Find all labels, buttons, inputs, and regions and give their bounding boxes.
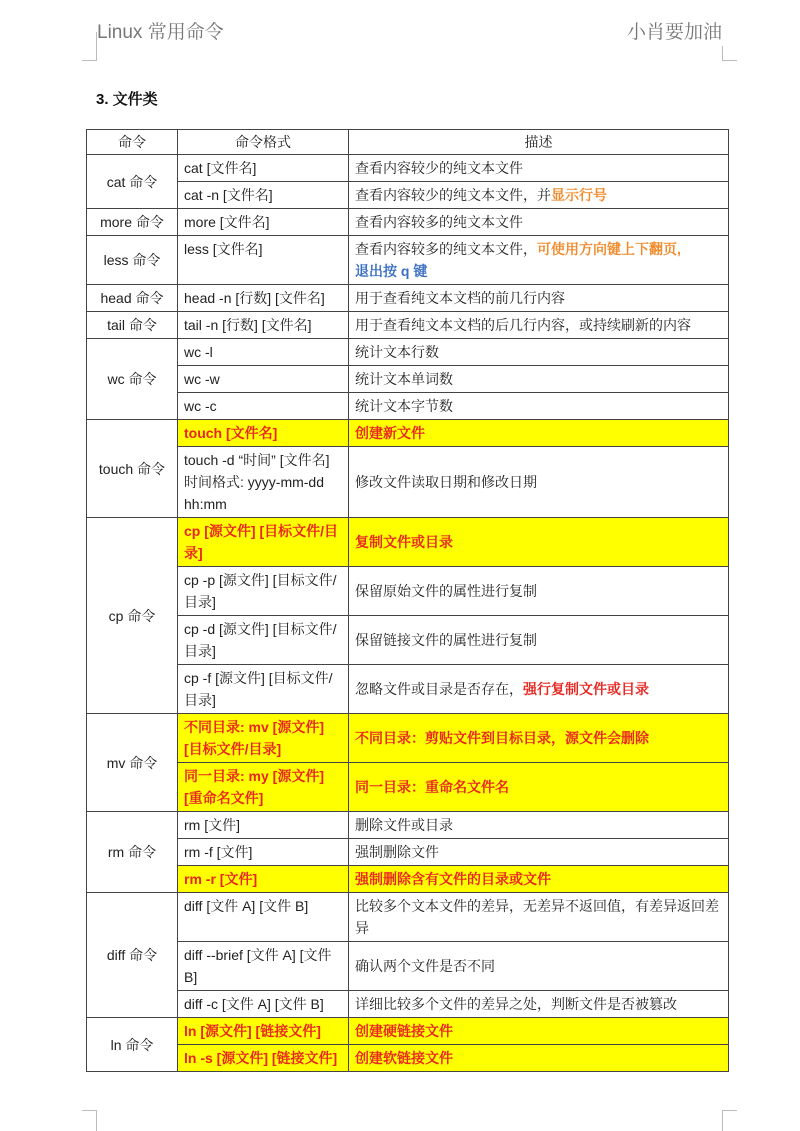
description-cell: 统计文本单词数 bbox=[349, 366, 729, 393]
table-row bbox=[87, 942, 729, 991]
command-cell: wc 命令 bbox=[87, 339, 178, 420]
format-cell: rm [文件] bbox=[178, 812, 349, 839]
command-cell: rm 命令 bbox=[87, 812, 178, 893]
command-cell: cp 命令 bbox=[87, 518, 178, 714]
section-title: 3. 文件类 bbox=[96, 91, 158, 108]
desc-highlight-orange: 可使用方向键上下翻页, bbox=[537, 241, 681, 257]
desc-text: 查看内容较少的纯文本文件，并 bbox=[355, 187, 551, 203]
desc-highlight-blue: 退出按 q 键 bbox=[355, 263, 428, 279]
format-cell: wc -c bbox=[178, 393, 349, 420]
format-cell: head -n [行数] [文件名] bbox=[178, 285, 349, 312]
format-cell: tail -n [行数] [文件名] bbox=[178, 312, 349, 339]
description-cell: 修改文件读取日期和修改日期 bbox=[349, 447, 729, 518]
format-cell: cat [文件名] bbox=[178, 155, 349, 182]
table-row bbox=[87, 893, 729, 942]
description-cell bbox=[349, 236, 729, 285]
description-cell: 用于查看纯文本文档的后几行内容，或持续刷新的内容 bbox=[349, 312, 729, 339]
header-format: 命令格式 bbox=[178, 130, 349, 155]
table-row bbox=[87, 665, 729, 714]
table-row-highlighted bbox=[87, 763, 729, 812]
description-cell: 删除文件或目录 bbox=[349, 812, 729, 839]
format-cell: touch [文件名] bbox=[178, 420, 349, 447]
table-header-row bbox=[87, 130, 729, 155]
table-row-highlighted bbox=[87, 866, 729, 893]
description-cell: 统计文本字节数 bbox=[349, 393, 729, 420]
format-cell: wc -w bbox=[178, 366, 349, 393]
description-cell bbox=[349, 182, 729, 209]
table-row bbox=[87, 312, 729, 339]
table-row bbox=[87, 182, 729, 209]
description-cell: 复制文件或目录 bbox=[349, 518, 729, 567]
description-cell: 不同目录：剪贴文件到目标目录，源文件会删除 bbox=[349, 714, 729, 763]
format-cell: cp -d [源文件] [目标文件/目录] bbox=[178, 616, 349, 665]
table-row bbox=[87, 209, 729, 236]
description-cell: 用于查看纯文本文档的前几行内容 bbox=[349, 285, 729, 312]
format-cell: rm -f [文件] bbox=[178, 839, 349, 866]
table-row-highlighted bbox=[87, 1018, 729, 1045]
command-cell: ln 命令 bbox=[87, 1018, 178, 1072]
description-cell: 查看内容较多的纯文本文件 bbox=[349, 209, 729, 236]
format-cell: cp -p [源文件] [目标文件/目录] bbox=[178, 567, 349, 616]
desc-highlight-red: 强行复制文件或目录 bbox=[523, 681, 649, 697]
format-cell: 同一目录: my [源文件] [重命名文件] bbox=[178, 763, 349, 812]
format-cell: cp [源文件] [目标文件/目录] bbox=[178, 518, 349, 567]
corner-mark-top-left bbox=[82, 46, 97, 61]
desc-text: 查看内容较多的纯文本文件， bbox=[355, 241, 537, 257]
table-row bbox=[87, 285, 729, 312]
format-cell: 不同目录: mv [源文件] [目标文件/目录] bbox=[178, 714, 349, 763]
format-cell: ln -s [源文件] [链接文件] bbox=[178, 1045, 349, 1072]
description-cell bbox=[349, 665, 729, 714]
format-text: touch -d “时间” [文件名] bbox=[184, 452, 330, 468]
table-row bbox=[87, 616, 729, 665]
table-row bbox=[87, 366, 729, 393]
table-row bbox=[87, 839, 729, 866]
table-row bbox=[87, 567, 729, 616]
desc-highlight-orange: 显示行号 bbox=[551, 187, 607, 203]
header-description: 描述 bbox=[349, 130, 729, 155]
description-cell: 保留原始文件的属性进行复制 bbox=[349, 567, 729, 616]
description-cell: 查看内容较少的纯文本文件 bbox=[349, 155, 729, 182]
table-row bbox=[87, 339, 729, 366]
description-cell: 保留链接文件的属性进行复制 bbox=[349, 616, 729, 665]
format-cell bbox=[178, 447, 349, 518]
description-cell: 创建新文件 bbox=[349, 420, 729, 447]
table-row bbox=[87, 155, 729, 182]
table-row-highlighted bbox=[87, 518, 729, 567]
description-cell: 强制删除含有文件的目录或文件 bbox=[349, 866, 729, 893]
format-cell: less [文件名] bbox=[178, 236, 349, 285]
description-cell: 同一目录：重命名文件名 bbox=[349, 763, 729, 812]
format-cell: rm -r [文件] bbox=[178, 866, 349, 893]
format-cell: cp -f [源文件] [目标文件/目录] bbox=[178, 665, 349, 714]
command-cell: less 命令 bbox=[87, 236, 178, 285]
corner-mark-bottom-right bbox=[722, 1110, 737, 1131]
format-cell: wc -l bbox=[178, 339, 349, 366]
table-row-highlighted bbox=[87, 714, 729, 763]
command-cell: head 命令 bbox=[87, 285, 178, 312]
command-cell: tail 命令 bbox=[87, 312, 178, 339]
description-cell: 详细比较多个文件的差异之处，判断文件是否被篡改 bbox=[349, 991, 729, 1018]
table-row bbox=[87, 393, 729, 420]
command-cell: more 命令 bbox=[87, 209, 178, 236]
format-cell: ln [源文件] [链接文件] bbox=[178, 1018, 349, 1045]
table-row bbox=[87, 447, 729, 518]
format-cell: cat -n [文件名] bbox=[178, 182, 349, 209]
command-cell: cat 命令 bbox=[87, 155, 178, 209]
page-header-title: Linux 常用命令 bbox=[97, 22, 224, 43]
format-cell: more [文件名] bbox=[178, 209, 349, 236]
description-cell: 创建硬链接文件 bbox=[349, 1018, 729, 1045]
format-cell: diff -c [文件 A] [文件 B] bbox=[178, 991, 349, 1018]
table-row-highlighted bbox=[87, 420, 729, 447]
format-cell: diff [文件 A] [文件 B] bbox=[178, 893, 349, 942]
description-cell: 统计文本行数 bbox=[349, 339, 729, 366]
table-row bbox=[87, 991, 729, 1018]
table-row bbox=[87, 812, 729, 839]
corner-mark-bottom-left bbox=[82, 1110, 97, 1131]
page-header-author: 小肖要加油 bbox=[626, 22, 722, 43]
description-cell: 创建软链接文件 bbox=[349, 1045, 729, 1072]
description-cell: 确认两个文件是否不同 bbox=[349, 942, 729, 991]
desc-text: 忽略文件或目录是否存在， bbox=[355, 681, 523, 697]
description-cell: 强制删除文件 bbox=[349, 839, 729, 866]
table-row bbox=[87, 236, 729, 285]
command-cell: mv 命令 bbox=[87, 714, 178, 812]
command-cell: touch 命令 bbox=[87, 420, 178, 518]
format-note: 时间格式: yyyy-mm-dd hh:mm bbox=[184, 474, 324, 512]
file-commands-table bbox=[86, 129, 729, 1072]
header-command: 命令 bbox=[87, 130, 178, 155]
format-cell: diff --brief [文件 A] [文件 B] bbox=[178, 942, 349, 991]
command-cell: diff 命令 bbox=[87, 893, 178, 1018]
description-cell: 比较多个文本文件的差异，无差异不返回值，有差异返回差异 bbox=[349, 893, 729, 942]
corner-mark-top-right bbox=[722, 46, 737, 61]
table-row-highlighted bbox=[87, 1045, 729, 1072]
